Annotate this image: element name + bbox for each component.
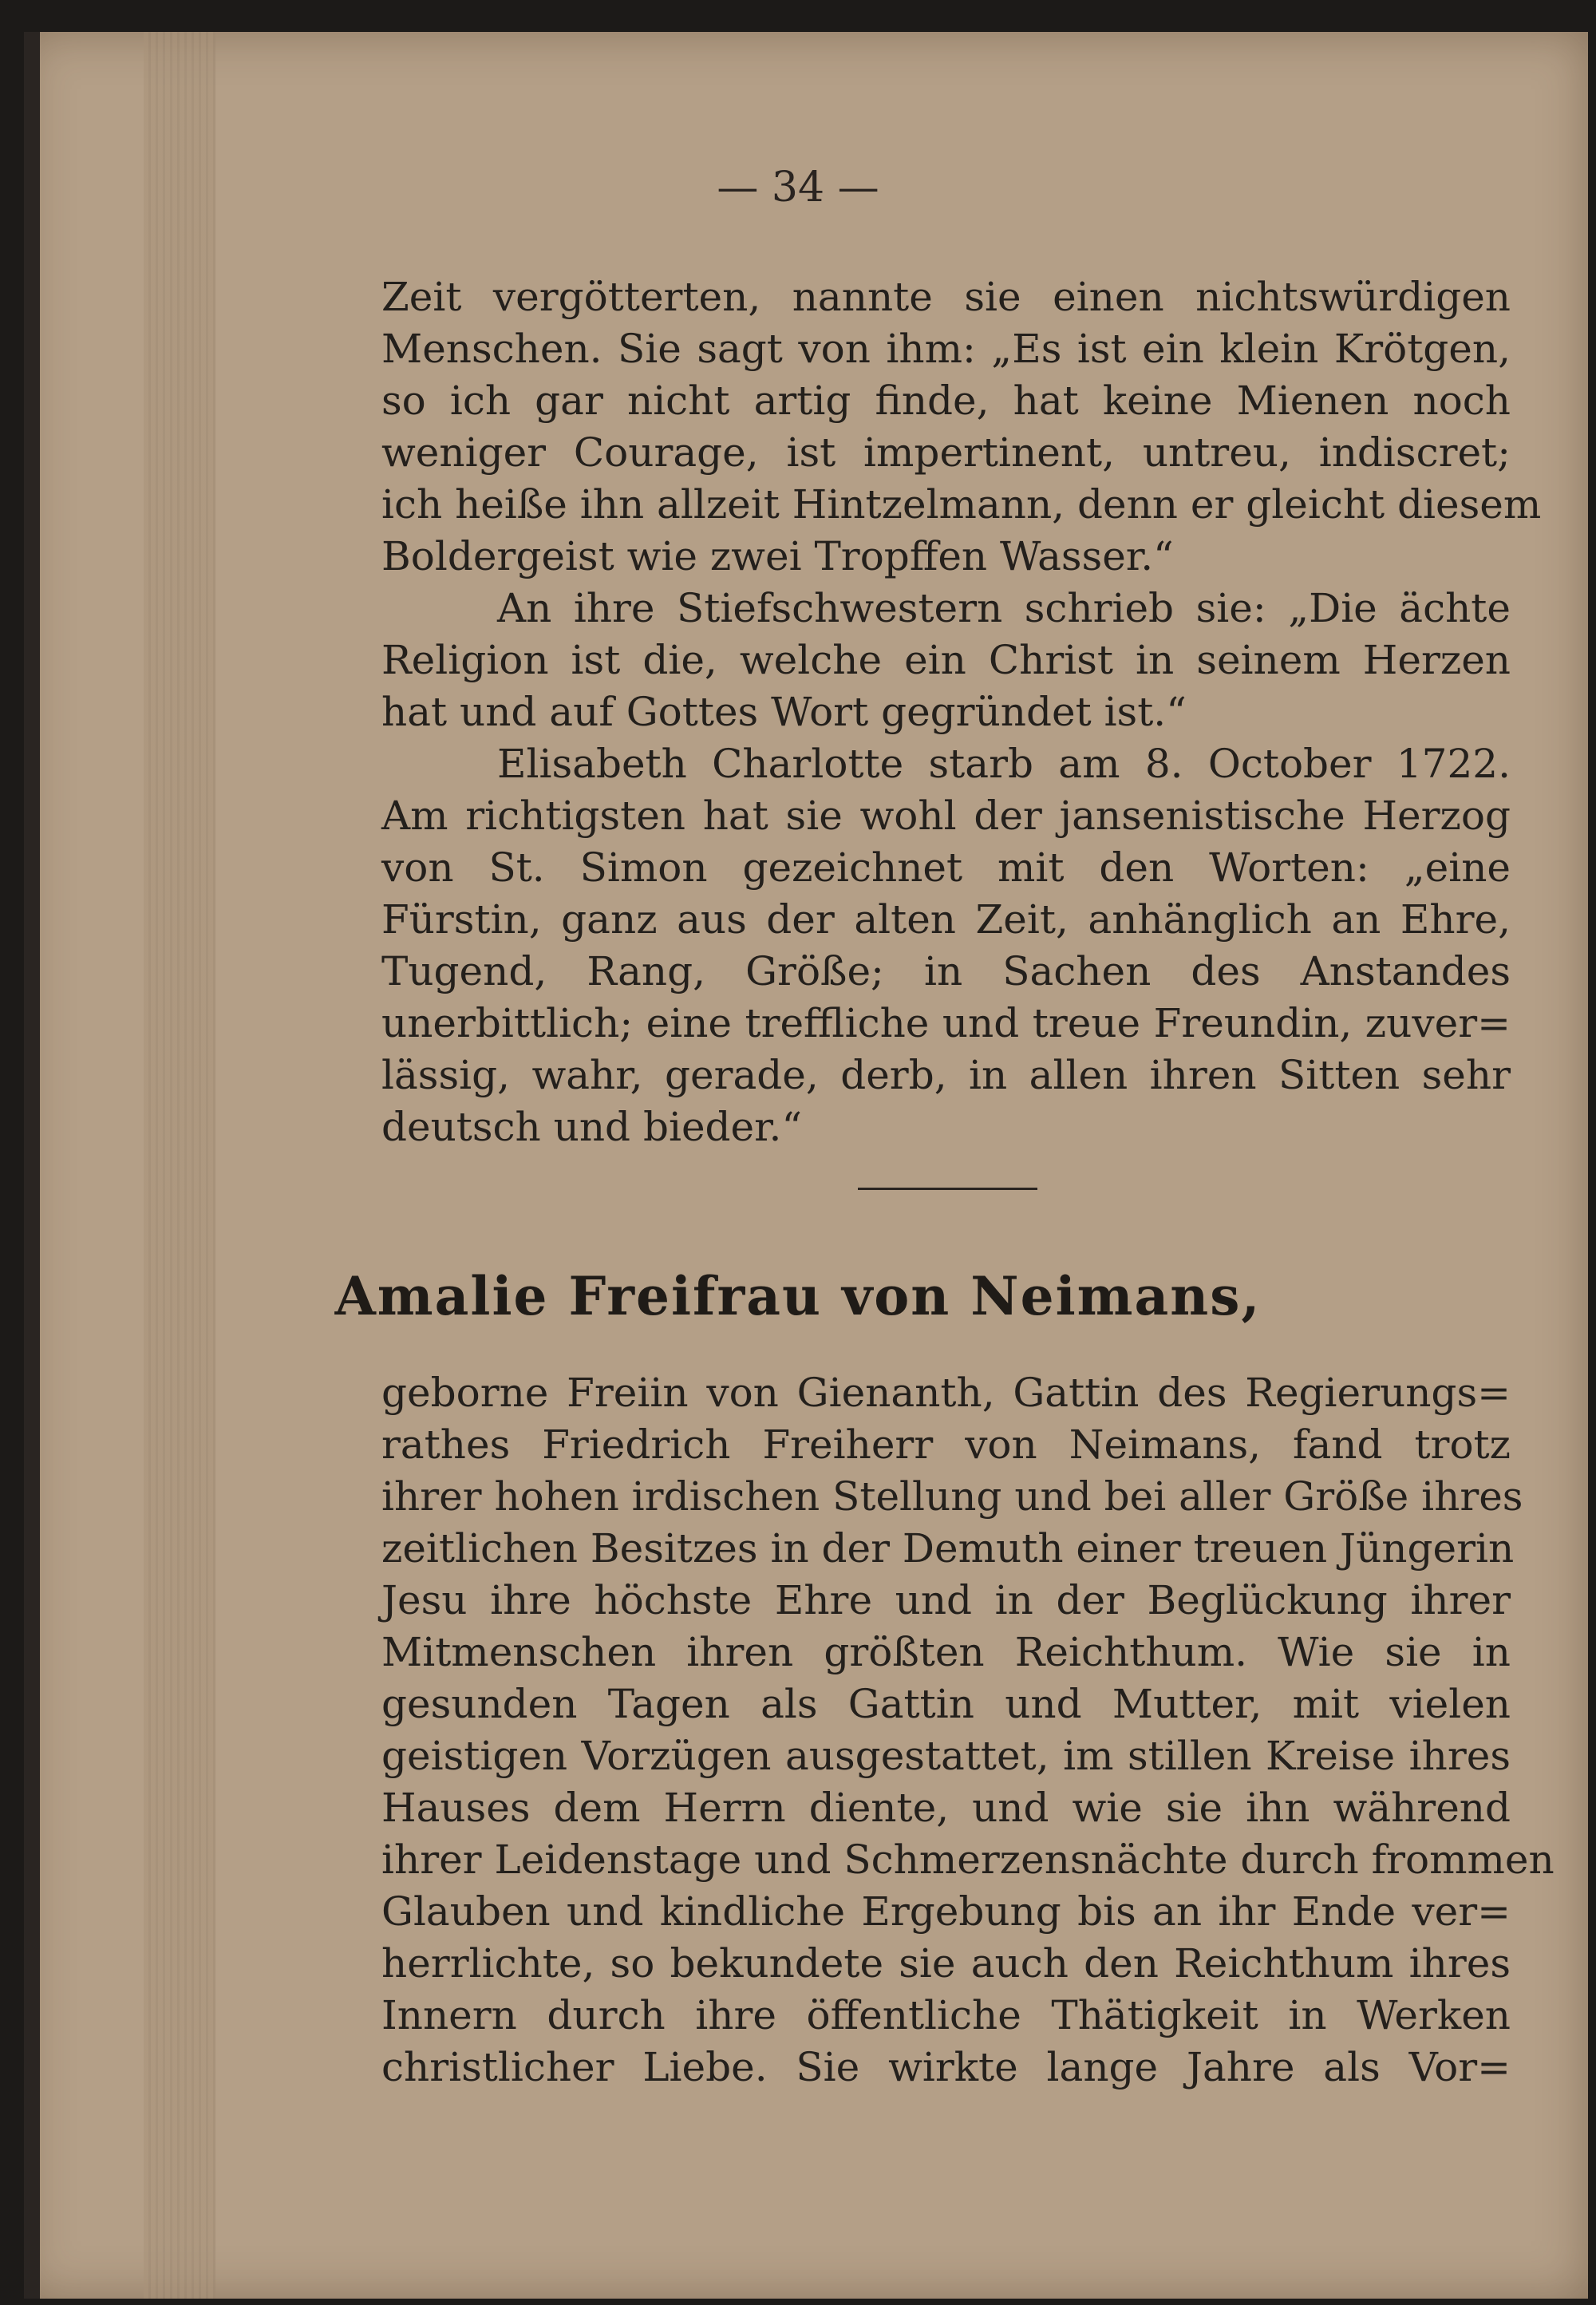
text-line: unerbittlich; eine treffliche und treue Freundin, zuver= [381, 1000, 1511, 1046]
text-line: gesunden Tagen als Gattin und Mutter, mit vielen [381, 1681, 1511, 1727]
text-line: weniger Courage, ist impertinent, untreu, indiscret; [381, 429, 1511, 476]
page-number: — 34 — [717, 164, 879, 212]
text-line: zeitlichen Besitzes in der Demuth einer treuen Jüngerin [381, 1525, 1515, 1572]
text-line: Innern durch ihre öffentliche Thätigkeit in Werken [381, 1992, 1511, 2038]
text-line: so ich gar nicht artig finde, hat keine Mienen noch [381, 378, 1511, 424]
text-line: Religion ist die, welche ein Christ in seinem Herzen [381, 637, 1511, 683]
paragraph-block-2 [381, 1367, 1555, 2093]
section-divider [858, 1188, 1037, 1190]
text-line: ich heiße ihn allzeit Hintzelmann, denn er gleicht diesem [381, 481, 1542, 528]
text-line: von St. Simon gezeichnet mit den Worten: „eine [381, 844, 1511, 891]
text-line: lässig, wahr, gerade, derb, in allen ihren Sitten sehr [381, 1052, 1511, 1098]
text-line: Mitmenschen ihren größten Reichthum. Wie sie in [381, 1629, 1511, 1675]
text-line: geistigen Vorzügen ausgestattet, im stillen Kreise ihres [381, 1733, 1511, 1779]
text-line: rathes Friedrich Freiherr von Neimans, fand trotz [381, 1421, 1511, 1468]
text-line: Elisabeth Charlotte starb am 8. October 1722. [497, 741, 1511, 787]
text-line: Hauses dem Herrn diente, und wie sie ihn während [381, 1785, 1511, 1831]
section-heading: Amalie Freifrau von Neimans, [334, 1265, 1262, 1327]
text-line: deutsch und bieder.“ [381, 1104, 803, 1150]
text-line: Fürstin, ganz aus der alten Zeit, anhänglich an Ehre, [381, 896, 1511, 943]
text-line: An ihre Stiefschwestern schrieb sie: „Die ächte [497, 585, 1511, 631]
paragraph-block-1 [381, 271, 1542, 1153]
text-line: ihrer hohen irdischen Stellung und bei aller Größe ihres [381, 1473, 1523, 1520]
text-line: Boldergeist wie zwei Tropffen Wasser.“ [381, 533, 1174, 579]
book-spine [24, 32, 40, 2299]
text-line: Tugend, Rang, Größe; in Sachen des Anstandes [381, 948, 1511, 994]
text-line: Menschen. Sie sagt von ihm: „Es ist ein klein Krötgen, [381, 326, 1511, 372]
text-line: herrlichte, so bekundete sie auch den Reichthum ihres [381, 1940, 1511, 1987]
text-line: hat und auf Gottes Wort gegründet ist.“ [381, 689, 1187, 735]
page-edges [144, 32, 215, 2299]
text-line: Am richtigsten hat sie wohl der jansenistische Herzog [381, 793, 1511, 839]
text-line: Jesu ihre höchste Ehre und in der Beglückung ihrer [381, 1577, 1511, 1623]
text-line: ihrer Leidenstage und Schmerzensnächte durch frommen [381, 1836, 1555, 1883]
text-line: Zeit vergötterten, nannte sie einen nichtswürdigen [381, 274, 1511, 320]
text-line: Glauben und kindliche Ergebung bis an ihr Ende ver= [381, 1888, 1511, 1935]
text-line: geborne Freiin von Gienanth, Gattin des Regierungs= [381, 1370, 1511, 1416]
text-line: christlicher Liebe. Sie wirkte lange Jahre als Vor= [381, 2044, 1511, 2090]
